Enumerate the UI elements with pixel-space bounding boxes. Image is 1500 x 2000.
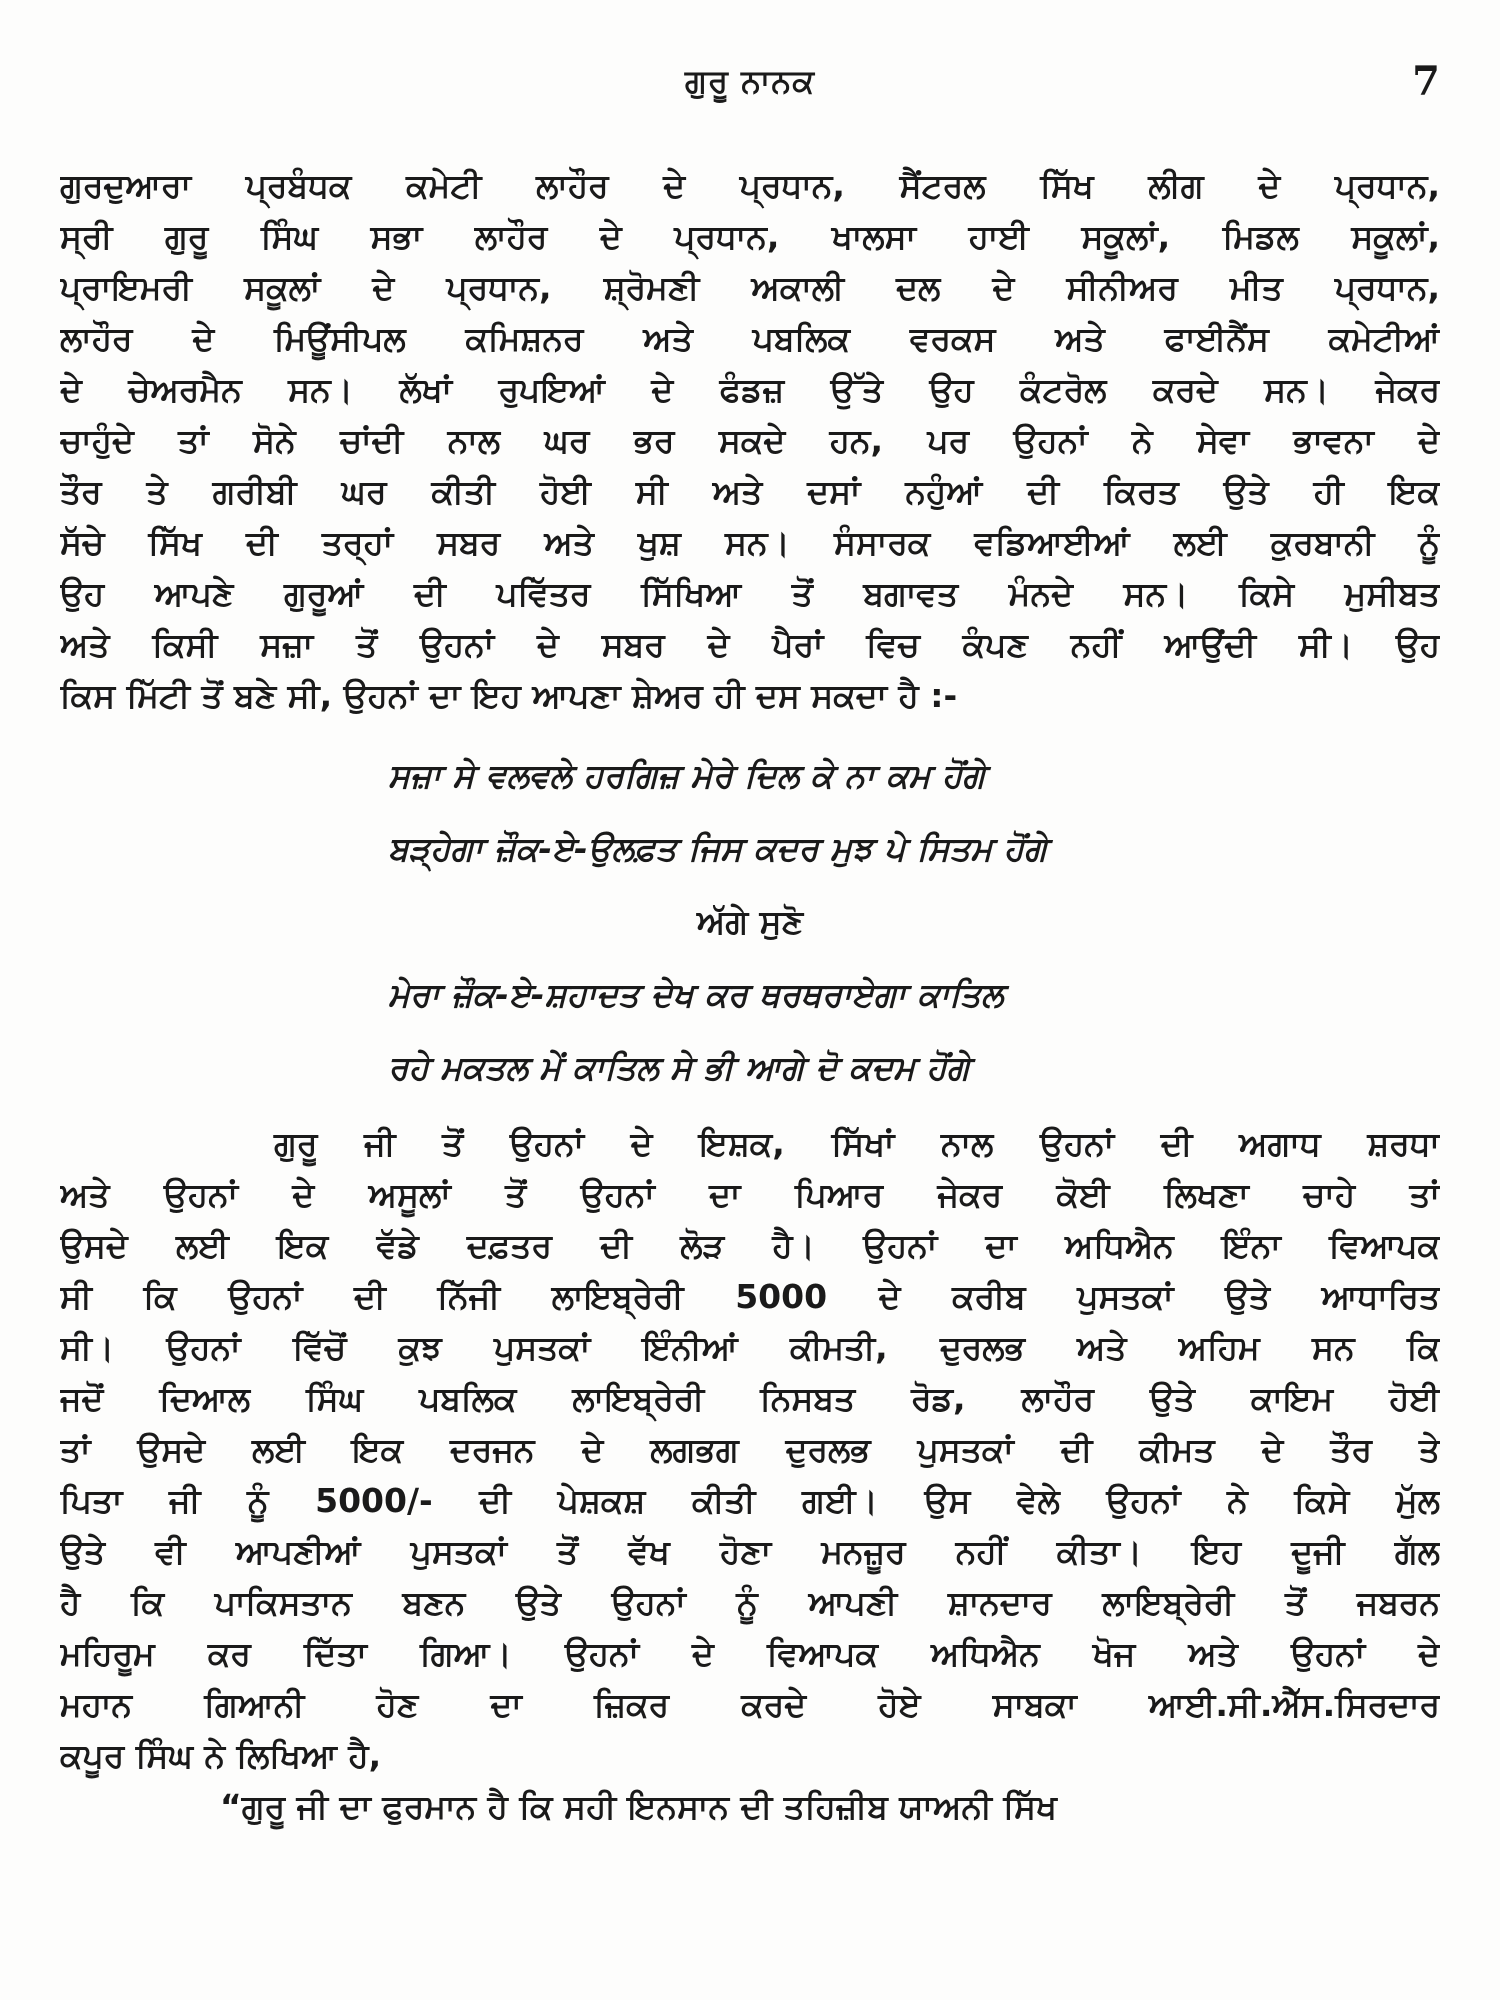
paragraph-1 [60, 160, 1440, 721]
text-line: ਅਤੇ ਕਿਸੀ ਸਜ਼ਾ ਤੋਂ ਉਹਨਾਂ ਦੇ ਸਬਰ ਦੇ ਪੈਰਾਂ ਵਿਚ ਕੰਪਣ ਨਹੀਂ ਆਉਂਦੀ ਸੀ। ਉਹ [60, 625, 1440, 664]
text-line: ਉਹ ਆਪਣੇ ਗੁਰੂਆਂ ਦੀ ਪਵਿੱਤਰ ਸਿੱਖਿਆ ਤੋਂ ਬਗਾਵਤ ਮੰਨਦੇ ਸਨ। ਕਿਸੇ ਮੁਸੀਬਤ [60, 574, 1440, 613]
verse-interlude: ਅੱਗੇ ਸੁਣੋ [696, 902, 804, 941]
text-line: ਚਾਹੁੰਦੇ ਤਾਂ ਸੋਨੇ ਚਾਂਦੀ ਨਾਲ ਘਰ ਭਰ ਸਕਦੇ ਹਨ, ਪਰ ਉਹਨਾਂ ਨੇ ਸੇਵਾ ਭਾਵਨਾ ਦੇ [60, 421, 1440, 460]
text-line: ਲਾਹੌਰ ਦੇ ਮਿਊਂਸੀਪਲ ਕਮਿਸ਼ਨਰ ਅਤੇ ਪਬਲਿਕ ਵਰਕਸ ਅਤੇ ਫਾਈਨੈਂਸ ਕਮੇਟੀਆਂ [60, 319, 1440, 358]
text-line: ਕਿਸ ਮਿੱਟੀ ਤੋਂ ਬਣੇ ਸੀ, ਉਹਨਾਂ ਦਾ ਇਹ ਆਪਣਾ ਸ਼ੇਅਰ ਹੀ ਦਸ ਸਕਦਾ ਹੈ :- [60, 676, 958, 715]
running-title: ਗੁਰੂ ਨਾਨਕ [684, 62, 816, 100]
verse-line: ਮੇਰਾ ਜ਼ੌਕ-ਏ-ਸ਼ਹਾਦਤ ਦੇਖ ਕਰ ਥਰਥਰਾਏਗਾ ਕਾਤਿਲ [388, 975, 1004, 1014]
text-line: ਉਸਦੇ ਲਈ ਇਕ ਵੱਡੇ ਦਫ਼ਤਰ ਦੀ ਲੋੜ ਹੈ। ਉਹਨਾਂ ਦਾ ਅਧਿਐਨ ਇੰਨਾ ਵਿਆਪਕ [60, 1226, 1440, 1265]
text-line: ਪ੍ਰਾਇਮਰੀ ਸਕੂਲਾਂ ਦੇ ਪ੍ਰਧਾਨ, ਸ਼੍ਰੋਮਣੀ ਅਕਾਲੀ ਦਲ ਦੇ ਸੀਨੀਅਰ ਮੀਤ ਪ੍ਰਧਾਨ, [60, 268, 1440, 307]
paragraph-2 [60, 1118, 1440, 1781]
text-line: ਮਹਾਨ ਗਿਆਨੀ ਹੋਣ ਦਾ ਜ਼ਿਕਰ ਕਰਦੇ ਹੋਏ ਸਾਬਕਾ ਆਈ.ਸੀ.ਐੱਸ.ਸਿਰਦਾਰ [60, 1685, 1440, 1724]
text-line: ਤਾਂ ਉਸਦੇ ਲਈ ਇਕ ਦਰਜਨ ਦੇ ਲਗਭਗ ਦੁਰਲਭ ਪੁਸਤਕਾਂ ਦੀ ਕੀਮਤ ਦੇ ਤੌਰ ਤੇ [60, 1430, 1440, 1469]
body-text [60, 160, 1440, 1832]
verse-line: ਸਜ਼ਾ ਸੇ ਵਲਵਲੇ ਹਰਗਿਜ਼ ਮੇਰੇ ਦਿਲ ਕੇ ਨਾ ਕਮ ਹੋਂਗੇ [388, 756, 986, 795]
text-line: ਸੱਚੇ ਸਿੱਖ ਦੀ ਤਰ੍ਹਾਂ ਸਬਰ ਅਤੇ ਖੁਸ਼ ਸਨ। ਸੰਸਾਰਕ ਵਡਿਆਈਆਂ ਲਈ ਕੁਰਬਾਨੀ ਨੂੰ [60, 523, 1440, 562]
text-line: ਗੁਰੂ ਜੀ ਤੋਂ ਉਹਨਾਂ ਦੇ ਇਸ਼ਕ, ਸਿੱਖਾਂ ਨਾਲ ਉਹਨਾਂ ਦੀ ਅਗਾਧ ਸ਼ਰਧਾ [274, 1124, 1440, 1163]
text-line: ਸੀ। ਉਹਨਾਂ ਵਿੱਚੋਂ ਕੁਝ ਪੁਸਤਕਾਂ ਇੰਨੀਆਂ ਕੀਮਤੀ, ਦੁਰਲਭ ਅਤੇ ਅਹਿਮ ਸਨ ਕਿ [60, 1328, 1440, 1367]
verse-line: ਰਹੇ ਮਕਤਲ ਮੇਂ ਕਾਤਿਲ ਸੇ ਭੀ ਆਗੇ ਦੋ ਕਦਮ ਹੋਂਗੇ [388, 1048, 970, 1087]
text-line: ਉਤੇ ਵੀ ਆਪਣੀਆਂ ਪੁਸਤਕਾਂ ਤੋਂ ਵੱਖ ਹੋਣਾ ਮਨਜ਼ੂਰ ਨਹੀਂ ਕੀਤਾ। ਇਹ ਦੂਜੀ ਗੱਲ [60, 1532, 1440, 1571]
quote-line: “ਗੁਰੂ ਜੀ ਦਾ ਫੁਰਮਾਨ ਹੈ ਕਿ ਸਹੀ ਇਨਸਾਨ ਦੀ ਤਹਿਜ਼ੀਬ ਯਾਅਨੀ ਸਿੱਖ [220, 1787, 1057, 1826]
text-line: ਦੇ ਚੇਅਰਮੈਨ ਸਨ। ਲੱਖਾਂ ਰੁਪਇਆਂ ਦੇ ਫੰਡਜ਼ ਉੱਤੇ ਉਹ ਕੰਟਰੋਲ ਕਰਦੇ ਸਨ। ਜੇਕਰ [60, 370, 1440, 409]
verse-block [60, 739, 1440, 1104]
text-line: ਮਹਿਰੂਮ ਕਰ ਦਿੱਤਾ ਗਿਆ। ਉਹਨਾਂ ਦੇ ਵਿਆਪਕ ਅਧਿਐਨ ਖੋਜ ਅਤੇ ਉਹਨਾਂ ਦੇ [60, 1634, 1440, 1673]
text-line: ਤੌਰ ਤੇ ਗਰੀਬੀ ਘਰ ਕੀਤੀ ਹੋਈ ਸੀ ਅਤੇ ਦਸਾਂ ਨਹੁੰਆਂ ਦੀ ਕਿਰਤ ਉਤੇ ਹੀ ਇਕ [60, 472, 1440, 511]
verse-line: ਬੜ੍ਹੇਗਾ ਜ਼ੌਕ-ਏ-ਉਲਫ਼ਤ ਜਿਸ ਕਦਰ ਮੁਝ ਪੇ ਸਿਤਮ ਹੋਂਗੇ [388, 829, 1047, 868]
text-line: ਗੁਰਦੁਆਰਾ ਪ੍ਰਬੰਧਕ ਕਮੇਟੀ ਲਾਹੌਰ ਦੇ ਪ੍ਰਧਾਨ, ਸੈਂਟਰਲ ਸਿੱਖ ਲੀਗ ਦੇ ਪ੍ਰਧਾਨ, [60, 166, 1440, 205]
text-line: ਸ੍ਰੀ ਗੁਰੂ ਸਿੰਘ ਸਭਾ ਲਾਹੌਰ ਦੇ ਪ੍ਰਧਾਨ, ਖਾਲਸਾ ਹਾਈ ਸਕੂਲਾਂ, ਮਿਡਲ ਸਕੂਲਾਂ, [60, 217, 1440, 256]
page-number: 7 [1412, 58, 1440, 105]
text-line: ਸੀ ਕਿ ਉਹਨਾਂ ਦੀ ਨਿੱਜੀ ਲਾਇਬ੍ਰੇਰੀ 5000 ਦੇ ਕਰੀਬ ਪੁਸਤਕਾਂ ਉਤੇ ਆਧਾਰਿਤ [60, 1277, 1440, 1316]
text-line: ਹੈ ਕਿ ਪਾਕਿਸਤਾਨ ਬਣਨ ਉਤੇ ਉਹਨਾਂ ਨੂੰ ਆਪਣੀ ਸ਼ਾਨਦਾਰ ਲਾਇਬ੍ਰੇਰੀ ਤੋਂ ਜਬਰਨ [60, 1583, 1440, 1622]
text-line: ਕਪੂਰ ਸਿੰਘ ਨੇ ਲਿਖਿਆ ਹੈ, [60, 1736, 382, 1775]
text-line: ਪਿਤਾ ਜੀ ਨੂੰ 5000/- ਦੀ ਪੇਸ਼ਕਸ਼ ਕੀਤੀ ਗਈ। ਉਸ ਵੇਲੇ ਉਹਨਾਂ ਨੇ ਕਿਸੇ ਮੁੱਲ [60, 1481, 1440, 1520]
text-line: ਜਦੋਂ ਦਿਆਲ ਸਿੰਘ ਪਬਲਿਕ ਲਾਇਬ੍ਰੇਰੀ ਨਿਸਬਤ ਰੋਡ, ਲਾਹੌਰ ਉਤੇ ਕਾਇਮ ਹੋਈ [60, 1379, 1440, 1418]
text-line: ਅਤੇ ਉਹਨਾਂ ਦੇ ਅਸੂਲਾਂ ਤੋਂ ਉਹਨਾਂ ਦਾ ਪਿਆਰ ਜੇਕਰ ਕੋਈ ਲਿਖਣਾ ਚਾਹੇ ਤਾਂ [60, 1175, 1440, 1214]
page-header [60, 58, 1440, 122]
